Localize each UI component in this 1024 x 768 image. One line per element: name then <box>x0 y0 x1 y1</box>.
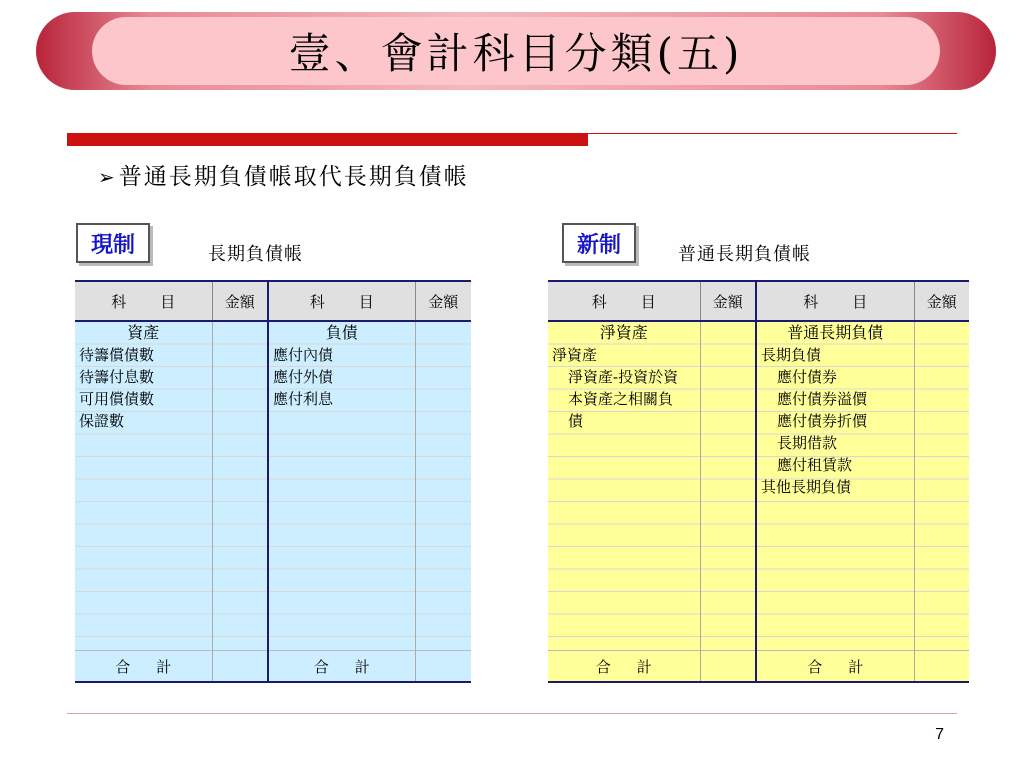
new-system-tag: 新制 <box>562 223 636 263</box>
general-long-term-debt-column <box>756 321 914 651</box>
list-item: 其他長期負債 <box>761 478 852 496</box>
table-body-row <box>548 321 969 651</box>
liabilities-column <box>268 321 415 651</box>
total-amount <box>212 651 268 683</box>
net-assets-heading: 淨資產 <box>599 323 648 342</box>
list-item: 待籌償債數 <box>79 346 155 364</box>
list-item: 應付債券折價 <box>777 412 868 430</box>
divider-bar <box>67 133 588 146</box>
total-label: 合 計 <box>268 651 415 683</box>
slide-title: 壹、會計科目分類(五) <box>288 29 744 78</box>
assets-column <box>75 321 212 651</box>
liabilities-heading: 負債 <box>325 323 358 342</box>
current-ledger-table <box>75 280 471 683</box>
title-banner-inner <box>92 17 940 85</box>
total-label: 合 計 <box>548 651 700 683</box>
arrow-bullet-icon: ➢ <box>98 165 117 189</box>
total-label: 合 計 <box>756 651 914 683</box>
total-amount <box>415 651 471 683</box>
table-header-row <box>75 281 471 321</box>
subject-header: 科 目 <box>756 281 914 321</box>
amount-column <box>700 321 756 651</box>
list-item: 應付內債 <box>273 346 334 364</box>
list-item: 應付外債 <box>273 368 334 386</box>
list-item: 淨資產-投資於資 <box>568 368 679 386</box>
amount-column <box>212 321 268 651</box>
list-item: 長期負債 <box>761 346 822 364</box>
subject-header: 科 目 <box>548 281 700 321</box>
list-item: 待籌付息數 <box>79 368 155 386</box>
general-long-term-debt-heading: 普通長期負債 <box>787 323 884 342</box>
list-item: 應付利息 <box>273 390 334 408</box>
total-row <box>75 651 471 683</box>
current-ledger-title: 長期負債帳 <box>208 244 303 265</box>
amount-header: 金額 <box>914 281 969 321</box>
bullet-point <box>98 158 469 191</box>
footer-line <box>67 713 957 714</box>
list-item: 應付債券溢價 <box>777 390 868 408</box>
subject-header: 科 目 <box>75 281 212 321</box>
total-amount <box>700 651 756 683</box>
table-header-row <box>548 281 969 321</box>
total-label: 合 計 <box>75 651 212 683</box>
current-system-tag: 現制 <box>76 223 150 263</box>
amount-header: 金額 <box>700 281 756 321</box>
total-amount <box>914 651 969 683</box>
list-item: 可用償債數 <box>79 390 155 408</box>
table-body-row <box>75 321 471 651</box>
list-item: 長期借款 <box>777 434 838 452</box>
list-item: 本資產之相關負 <box>568 390 674 408</box>
new-ledger-title: 普通長期負債帳 <box>678 244 811 265</box>
new-ledger-table <box>548 280 969 683</box>
subject-header: 科 目 <box>268 281 415 321</box>
amount-column <box>914 321 969 651</box>
amount-column <box>415 321 471 651</box>
net-assets-column <box>548 321 700 651</box>
amount-header: 金額 <box>212 281 268 321</box>
list-item: 淨資產 <box>552 346 598 364</box>
assets-heading: 資產 <box>127 323 160 342</box>
amount-header: 金額 <box>415 281 471 321</box>
list-item: 債 <box>568 412 584 430</box>
total-row <box>548 651 969 683</box>
bullet-text: 普通長期負債帳取代長期負債帳 <box>118 164 469 190</box>
list-item: 保證數 <box>79 412 125 430</box>
page-number: 7 <box>935 726 944 743</box>
list-item: 應付債券 <box>777 368 838 386</box>
list-item: 應付租賃款 <box>777 456 853 474</box>
